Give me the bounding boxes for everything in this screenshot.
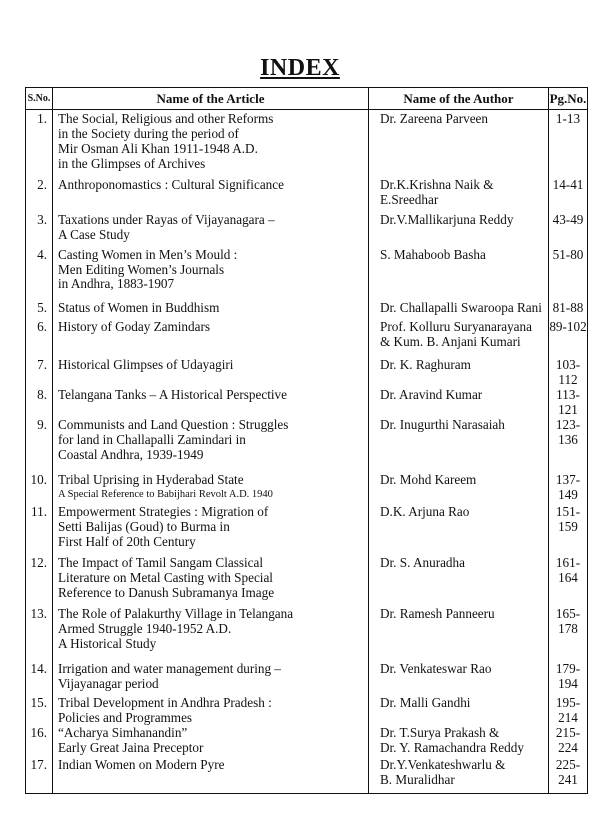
article-name <box>53 471 369 504</box>
article-line: Historical Glimpses of Udayagiri <box>58 356 234 372</box>
serial-number: 14. <box>26 659 53 692</box>
author-line: Dr.V.Mallikarjuna Reddy <box>380 211 514 227</box>
article-subtitle: A Special Reference to Babijhari Revolt A.D. 1940 <box>58 489 273 501</box>
article-line: in Andhra, 1883-1907 <box>58 276 175 292</box>
table-row <box>26 355 588 388</box>
table-row <box>26 110 588 172</box>
page-range: 14-41 <box>549 172 588 208</box>
article-line: “Acharya Simhanandin” <box>58 724 188 740</box>
author-line: Dr. Ramesh Panneeru <box>380 606 495 622</box>
author-name <box>369 245 549 300</box>
page-range: 195-214 <box>549 692 588 726</box>
author-line: D.K. Arjuna Rao <box>380 504 470 520</box>
article-line: A Historical Study <box>58 636 157 652</box>
article-name <box>53 606 369 659</box>
table-row <box>26 300 588 320</box>
article-name <box>53 504 369 554</box>
page-range: 113-121 <box>549 387 588 418</box>
serial-number: 8. <box>26 387 53 418</box>
author-line: Dr. Inugurthi Narasaiah <box>380 417 505 433</box>
article-line: Men Editing Women’s Journals <box>58 261 225 277</box>
author-line: Dr. Aravind Kumar <box>380 387 483 403</box>
author-line: Prof. Kolluru Suryanarayana <box>380 318 532 334</box>
author-line: S. Mahaboob Basha <box>380 246 486 262</box>
article-name <box>53 355 369 388</box>
table-row <box>26 554 588 606</box>
serial-number: 13. <box>26 606 53 659</box>
serial-number: 4. <box>26 245 53 300</box>
table-row <box>26 320 588 355</box>
article-line: A Case Study <box>58 226 130 242</box>
author-name <box>369 208 549 245</box>
article-line: for land in Challapalli Zamindari in <box>58 432 246 448</box>
table-row <box>26 208 588 245</box>
serial-number: 10. <box>26 471 53 504</box>
article-line: The Role of Palakurthy Village in Telangana <box>58 606 294 622</box>
table-row <box>26 504 588 554</box>
article-line: Literature on Metal Casting with Special <box>58 570 273 586</box>
serial-number: 3. <box>26 208 53 245</box>
author-name <box>369 300 549 320</box>
article-line: The Social, Religious and other Reforms <box>58 111 274 126</box>
article-line: Tribal Uprising in Hyderabad State <box>58 472 244 488</box>
article-line: in the Society during the period of <box>58 125 239 141</box>
serial-number: 2. <box>26 172 53 208</box>
article-line: Irrigation and water management during – <box>58 661 282 677</box>
page-range: 225-241 <box>549 758 588 794</box>
article-name <box>53 110 369 172</box>
page-range: 43-49 <box>549 208 588 245</box>
article-name <box>53 758 369 794</box>
author-name <box>369 110 549 172</box>
page-range: 89-102 <box>549 320 588 355</box>
page-range: 161-164 <box>549 554 588 606</box>
table-row <box>26 758 588 794</box>
article-name <box>53 172 369 208</box>
table-row <box>26 418 588 471</box>
article-line: Reference to Danush Subramanya Image <box>58 585 275 601</box>
author-line: Dr. S. Anuradha <box>380 555 465 571</box>
serial-number: 16. <box>26 726 53 758</box>
header-author: Name of the Author <box>369 88 549 110</box>
article-line: Empowerment Strategies : Migration of <box>58 504 269 520</box>
serial-number: 12. <box>26 554 53 606</box>
article-name <box>53 659 369 692</box>
article-line: Telangana Tanks – A Historical Perspective <box>58 387 287 403</box>
article-name <box>53 245 369 300</box>
header-pages: Pg.No. <box>549 88 588 110</box>
article-line: Casting Women in Men’s Mould : <box>58 246 238 262</box>
article-name <box>53 692 369 726</box>
author-name <box>369 320 549 355</box>
page-range: 123-136 <box>549 418 588 471</box>
article-line: Setti Balijas (Goud) to Burma in <box>58 519 230 535</box>
table-row <box>26 471 588 504</box>
table-row <box>26 606 588 659</box>
article-line: Mir Osman Ali Khan 1911-1948 A.D. <box>58 140 258 156</box>
author-line: Dr.Y.Venkateshwarlu & <box>380 756 506 772</box>
header-row <box>26 88 588 110</box>
serial-number: 7. <box>26 355 53 388</box>
article-line: Early Great Jaina Preceptor <box>58 739 204 755</box>
article-line: Policies and Programmes <box>58 709 193 725</box>
author-name <box>369 554 549 606</box>
table-row <box>26 245 588 300</box>
table-row <box>26 726 588 758</box>
author-name <box>369 726 549 758</box>
index-table <box>25 87 588 794</box>
author-name <box>369 504 549 554</box>
article-name <box>53 554 369 606</box>
article-line: Taxations under Rayas of Vijayanagara – <box>58 211 275 227</box>
article-line: Communists and Land Question : Struggles <box>58 417 289 433</box>
author-line: Dr. T.Surya Prakash & <box>380 724 500 740</box>
author-name <box>369 606 549 659</box>
author-line: Dr. Challapalli Swaroopa Rani <box>380 299 542 315</box>
author-line: Dr. K. Raghuram <box>380 356 471 372</box>
article-line: The Impact of Tamil Sangam Classical <box>58 555 264 571</box>
author-name <box>369 692 549 726</box>
article-name <box>53 418 369 471</box>
header-article: Name of the Article <box>53 88 369 110</box>
table-row <box>26 387 588 418</box>
article-name <box>53 208 369 245</box>
author-line: E.Sreedhar <box>380 191 439 207</box>
table-row <box>26 172 588 208</box>
author-line: B. Muralidhar <box>380 771 455 787</box>
serial-number: 17. <box>26 758 53 794</box>
author-line: Dr.K.Krishna Naik & <box>380 176 494 192</box>
page-range: 179-194 <box>549 659 588 692</box>
author-line: Dr. Malli Gandhi <box>380 695 471 711</box>
page-range: 137-149 <box>549 471 588 504</box>
article-name <box>53 300 369 320</box>
page-range: 165-178 <box>549 606 588 659</box>
page-range: 81-88 <box>549 300 588 320</box>
page-range: 1-13 <box>549 110 588 172</box>
page-range: 215-224 <box>549 726 588 758</box>
author-name <box>369 471 549 504</box>
author-line: & Kum. B. Anjani Kumari <box>380 333 521 349</box>
serial-number: 1. <box>26 110 53 172</box>
author-line: Dr. Mohd Kareem <box>380 472 477 488</box>
page-range: 103-112 <box>549 355 588 388</box>
serial-number: 6. <box>26 320 53 355</box>
author-line: Dr. Y. Ramachandra Reddy <box>380 739 524 755</box>
article-line: Vijayanagar period <box>58 676 159 692</box>
article-line: Anthroponomastics : Cultural Significance <box>58 176 284 192</box>
author-name <box>369 172 549 208</box>
author-name <box>369 758 549 794</box>
table-row <box>26 659 588 692</box>
article-line: in the Glimpses of Archives <box>58 155 206 171</box>
page-range: 51-80 <box>549 245 588 300</box>
article-line: First Half of 20th Century <box>58 534 196 550</box>
article-line: Tribal Development in Andhra Pradesh : <box>58 695 272 711</box>
serial-number: 15. <box>26 692 53 726</box>
article-name <box>53 387 369 418</box>
author-name <box>369 659 549 692</box>
serial-number: 5. <box>26 300 53 320</box>
page-range: 151-159 <box>549 504 588 554</box>
page-title: INDEX <box>260 55 340 81</box>
author-line: Dr. Zareena Parveen <box>380 111 489 126</box>
header-sno: S.No. <box>26 88 53 110</box>
article-line: Coastal Andhra, 1939-1949 <box>58 447 204 463</box>
article-line: Armed Struggle 1940-1952 A.D. <box>58 621 232 637</box>
author-name <box>369 418 549 471</box>
serial-number: 11. <box>26 504 53 554</box>
article-name <box>53 320 369 355</box>
author-name <box>369 387 549 418</box>
table-row <box>26 692 588 726</box>
article-line: Status of Women in Buddhism <box>58 299 220 315</box>
author-name <box>369 355 549 388</box>
author-line: Dr. Venkateswar Rao <box>380 661 492 677</box>
article-line: Indian Women on Modern Pyre <box>58 756 225 772</box>
article-line: History of Goday Zamindars <box>58 318 210 334</box>
article-name <box>53 726 369 758</box>
serial-number: 9. <box>26 418 53 471</box>
